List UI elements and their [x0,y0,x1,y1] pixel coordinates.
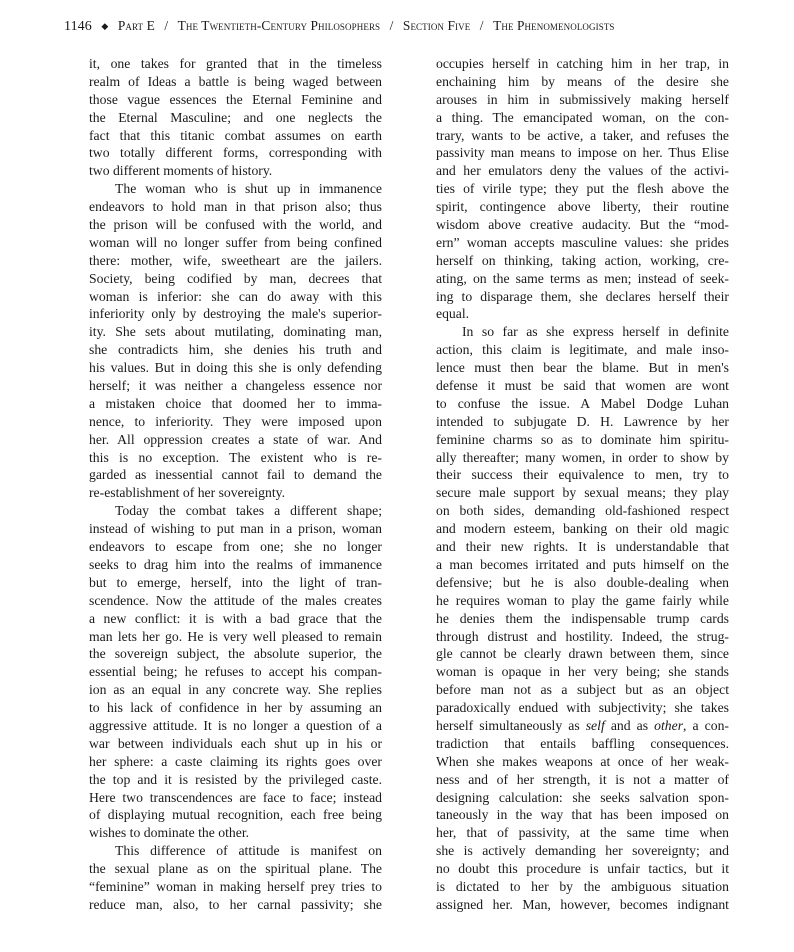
text-line: war between individuals each shut up in his or [89,735,382,751]
text-line: and her emulators deny the values of the activi- [436,163,729,179]
text-line: re-establishment of her sovereignty. [89,485,285,501]
text-line: the sexual plane as on the spiritual plane. The [89,861,382,877]
text-line: woman will no longer suffer from being confined [89,234,382,250]
text-line: a thing. The emancipated woman, on the con- [436,109,729,125]
text-line: wishes to dominate the other. [89,825,250,841]
text-line: ern” woman accepts masculine values: she prides [436,234,729,250]
text-line: When she makes weapons at once of her weak- [436,753,729,769]
text-line: In so far as she express herself in definite [462,324,729,340]
text-line: garded as inessential cannot fail to demand the [89,467,382,483]
text-line: to his lack of confidence in her by assuming an [89,700,382,716]
text-line: he requires woman to play the game fairly while [436,592,729,608]
left-text-column [89,55,382,914]
text-line: woman is opaque in her very being; she stands [436,664,729,680]
text-line: seeks to drag him into the realms of immanence [89,556,382,572]
text-line: the top and it is resisted by the privileged caste. [89,771,382,787]
text-line: no doubt this procedure is unfair tactics, but it [436,861,729,877]
text-line: and their new rights. It is understandable that [436,539,729,555]
text-line: endeavors to hold man in that prison also; thus [89,199,382,215]
text-line: assigned her. Man, however, becomes indignant [436,896,729,912]
text-line: two totally different forms, corresponding with [89,145,382,161]
running-head [64,18,744,35]
text-line: The woman who is shut up in immanence [115,181,382,197]
text-line: taneously in the way that has been imposed on [436,807,729,823]
text-line: inferiority only by destroying the male's superior- [89,306,382,322]
text-line: their success their equivalence to men, try to [436,467,729,483]
text-line: trary, wants to be active, a taker, and refuses the [436,127,729,143]
text-line: ally thereafter; many women, in order to show by [436,449,729,465]
text-line: the Eternal Masculine; and one neglects the [89,109,382,125]
separator: / [479,18,484,33]
text-line: feminine charms so as to dominate him spiritu- [436,431,729,447]
text-line: passivity man means to impose on her. Thus Elise [436,145,729,161]
text-line: paradoxically endued with subjectivity; she takes [436,700,729,716]
text-line: spirit, contingence above liberty, their routine [436,199,729,215]
separator: / [389,18,394,33]
text-line: ties of virile type; they put the flesh above the [436,181,729,197]
text-line: to confuse the issue. A Mabel Dodge Luhan [436,395,729,411]
text-line: aggressive attitude. It is no longer a question of a [89,717,382,733]
section-label: Section Five [402,18,471,33]
text-line: wisdom above creative audacity. But the “mod- [436,217,729,233]
text-line: secure male support by sexual means; they play [436,485,729,501]
text-line: instead of wishing to put man in a prison, woman [89,521,382,537]
text-line: two different moments of history. [89,163,273,179]
text-line: ion as an equal in any concrete way. She replies [89,682,382,698]
text-line: enchaining him by means of the desire she [436,73,729,89]
page-number: 1146 [64,19,92,34]
text-line: Here two transcendences are face to face; instead [89,789,382,805]
text-line: he denies them the indispensable trump cards [436,610,729,626]
text-line: herself on thinking, taking action, working, cre- [436,252,729,268]
text-line: ating, on the same terms as men; instead of seek- [436,270,729,286]
text-line: “feminine” woman in making herself prey tries to [89,878,382,894]
text-line: designing calculation: she seeks salvation spon- [436,789,729,805]
text-line: a mistaken choice that doomed her to imma- [89,395,382,411]
chapter-title: The Phenomenologists [493,18,615,33]
diamond-ornament-icon: ◆ [101,21,109,31]
text-line: herself; it was neither a changeless essence nor [89,378,382,394]
text-line: This difference of attitude is manifest on [115,843,382,859]
text-line: endeavors to escape from one; she no longer [89,539,382,555]
text-line: lence must then bear the blame. But in men's [436,360,729,376]
text-line: a man becomes irritated and puts himself on the [436,556,729,572]
book-title: The Twentieth-Century Philosophers [177,18,381,33]
text-line: the prison will be confused with the world, and [89,217,382,233]
text-line: defense it must be said that women are wont [436,378,729,394]
text-line: she is actively demanding her sovereignty; and [436,843,729,859]
text-line: nence, to inferiority. They were imposed upon [89,413,382,429]
text-line: gle cannot be clearly drawn between them, since [436,646,729,662]
text-line: Society, being codified by man, decrees that [89,270,382,286]
text-line: defensive; but he is also double-dealing when [436,574,729,590]
text-line: ness and of her strength, it is not a matter of [436,771,729,787]
text-line: she contradicts him, she denies his truth and [89,342,382,358]
text-line: essential being; he refuses to accept his compan- [89,664,382,680]
text-line: man lets her go. He is very well pleased to remain [89,628,382,644]
text-line: those vague essences the Eternal Feminine and [89,91,382,107]
text-line: realm of Ideas a battle is being waged between [89,73,382,89]
text-line: there: mother, wife, sweetheart are the jailers. [89,252,382,268]
text-line: through distrust and hostility. Indeed, the strug- [436,628,729,644]
text-line: intended to subjugate D. H. Lawrence by her [436,413,729,429]
part-label: Part E [117,18,155,33]
text-line: his values. But in doing this she is only defending [89,360,382,376]
right-text-column [436,55,729,914]
text-line: on both sides, demanding old-fashioned respect [436,503,729,519]
text-line: occupies herself in catching him in her trap, in [436,56,729,71]
text-line: scendence. Now the attitude of the males creates [89,592,382,608]
text-line: herself simultaneously as self and as other, a con- [436,717,729,733]
text-line: arouses in him in submissively making herself [436,91,729,107]
text-line: fact that this titanic combat assumes on earth [89,127,382,143]
text-line: ing to disparage them, she declares herself their [436,288,729,304]
text-line: her. All oppression creates a state of war. And [89,431,382,447]
text-line: this is no exception. The existent who is re- [89,449,382,465]
text-line: equal. [436,306,470,322]
text-line: and modern esteem, banking on their old magic [436,521,729,537]
text-line: before man not as a subject but as an object [436,682,729,698]
separator: / [164,18,169,33]
text-line: is dictated to her by the ambiguous situation [436,878,729,894]
text-line: action, this claim is legitimate, and male inso- [436,342,729,358]
text-line: but to emerge, herself, into the light of tran- [89,574,382,590]
text-line: woman is inferior: she can do away with this [89,288,382,304]
text-line: a new conflict: it is with a bad grace that the [89,610,382,626]
text-line: her, that of passivity, at the same time when [436,825,729,841]
text-line: it, one takes for granted that in the timeless [89,56,382,71]
text-line: the sovereign subject, the absolute superior, the [89,646,382,662]
text-line: Today the combat takes a different shape; [115,503,382,519]
text-line: ity. She sets about mutilating, dominating man, [89,324,382,340]
text-line: reduce man, also, to her carnal passivity; she [89,896,382,912]
text-line: tradiction that entails baffling consequences. [436,735,729,751]
text-line: of displaying mutual recognition, each free being [89,807,382,823]
text-line: her sphere: a caste claiming its rights goes over [89,753,382,769]
